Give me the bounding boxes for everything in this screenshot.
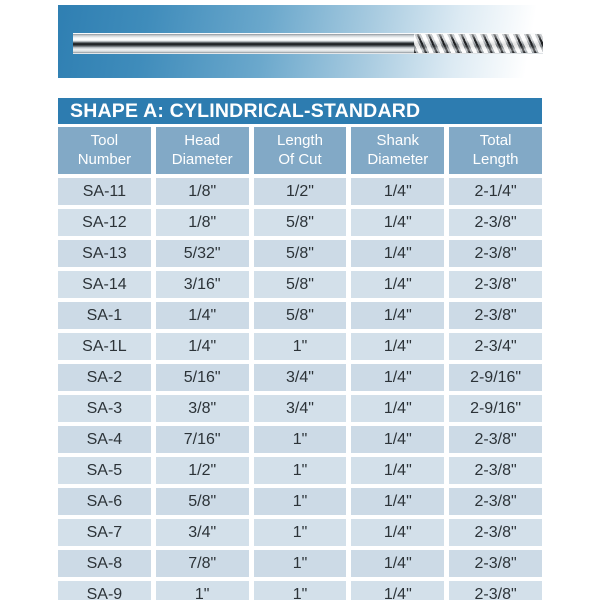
table-row [58,457,542,484]
table-row [58,519,542,546]
cell-total-length: 2-3/8" [449,240,542,267]
cell-shank-diameter: 1/4" [351,426,444,453]
cell-shank-diameter: 1/4" [351,333,444,360]
cell-head-diameter: 7/16" [156,426,249,453]
table-row [58,209,542,236]
cell-head-diameter: 3/8" [156,395,249,422]
cell-length-of-cut: 1/2" [254,178,347,205]
table-title: SHAPE A: CYLINDRICAL-STANDARD [58,98,542,124]
cell-tool-number: SA-9 [58,581,151,600]
table-row [58,364,542,391]
cell-shank-diameter: 1/4" [351,550,444,577]
cell-head-diameter: 1/8" [156,209,249,236]
cell-total-length: 2-3/8" [449,488,542,515]
cell-head-diameter: 1/4" [156,333,249,360]
cell-length-of-cut: 1" [254,426,347,453]
cell-head-diameter: 5/32" [156,240,249,267]
table-header-row [58,127,542,174]
column-header-line2: Diameter [367,151,429,168]
cell-total-length: 2-3/8" [449,457,542,484]
column-header-tool-number [58,127,151,174]
cell-tool-number: SA-12 [58,209,151,236]
cell-length-of-cut: 5/8" [254,302,347,329]
cell-tool-number: SA-7 [58,519,151,546]
cell-length-of-cut: 5/8" [254,209,347,236]
cell-total-length: 2-3/8" [449,302,542,329]
product-image-panel [58,5,550,78]
table-row [58,302,542,329]
cell-shank-diameter: 1/4" [351,488,444,515]
cell-shank-diameter: 1/4" [351,457,444,484]
cell-length-of-cut: 1" [254,550,347,577]
cell-tool-number: SA-3 [58,395,151,422]
cell-shank-diameter: 1/4" [351,581,444,600]
cell-total-length: 2-3/8" [449,271,542,298]
column-header-line1: Tool [90,132,119,149]
cell-length-of-cut: 3/4" [254,364,347,391]
cell-head-diameter: 1/4" [156,302,249,329]
specification-table [58,98,542,600]
cell-total-length: 2-3/4" [449,333,542,360]
cell-length-of-cut: 1" [254,581,347,600]
cell-length-of-cut: 1" [254,457,347,484]
tool-shank [73,33,416,54]
cell-total-length: 2-3/8" [449,581,542,600]
cell-tool-number: SA-8 [58,550,151,577]
table-row [58,581,542,600]
table-row [58,488,542,515]
column-header-line2: Diameter [171,151,233,168]
column-header-line2: Number [77,151,132,168]
cell-head-diameter: 7/8" [156,550,249,577]
cell-head-diameter: 5/16" [156,364,249,391]
cell-length-of-cut: 1" [254,488,347,515]
cell-tool-number: SA-4 [58,426,151,453]
cell-shank-diameter: 1/4" [351,302,444,329]
cell-head-diameter: 3/16" [156,271,249,298]
cell-tool-number: SA-2 [58,364,151,391]
cell-length-of-cut: 5/8" [254,240,347,267]
column-header-line2: Length [472,151,519,168]
column-header-head-diameter [156,127,249,174]
cell-shank-diameter: 1/4" [351,395,444,422]
table-body [58,178,542,600]
cell-head-diameter: 1/2" [156,457,249,484]
cell-tool-number: SA-11 [58,178,151,205]
table-row [58,178,542,205]
cell-length-of-cut: 3/4" [254,395,347,422]
cell-tool-number: SA-6 [58,488,151,515]
cell-shank-diameter: 1/4" [351,271,444,298]
cell-head-diameter: 3/4" [156,519,249,546]
tool-cutting-head [414,33,543,54]
cell-total-length: 2-3/8" [449,209,542,236]
column-header-line1: Length [277,132,323,149]
cell-total-length: 2-9/16" [449,364,542,391]
cell-head-diameter: 1/8" [156,178,249,205]
column-header-line1: Total [479,132,512,149]
column-header-line1: Head [184,132,221,149]
column-header-line1: Shank [376,132,420,149]
cell-head-diameter: 1" [156,581,249,600]
cell-shank-diameter: 1/4" [351,209,444,236]
cell-shank-diameter: 1/4" [351,519,444,546]
carbide-burr-tool-icon [73,33,543,54]
cell-total-length: 2-9/16" [449,395,542,422]
table-row [58,271,542,298]
cell-head-diameter: 5/8" [156,488,249,515]
column-header-length-of-cut [254,127,347,174]
cell-total-length: 2-1/4" [449,178,542,205]
cell-length-of-cut: 1" [254,333,347,360]
cell-shank-diameter: 1/4" [351,178,444,205]
cell-shank-diameter: 1/4" [351,240,444,267]
table-row [58,333,542,360]
table-row [58,395,542,422]
cell-tool-number: SA-13 [58,240,151,267]
column-header-total-length [449,127,542,174]
cell-total-length: 2-3/8" [449,550,542,577]
table-row [58,426,542,453]
table-row [58,550,542,577]
cell-tool-number: SA-14 [58,271,151,298]
cell-length-of-cut: 5/8" [254,271,347,298]
column-header-shank-diameter [351,127,444,174]
cell-total-length: 2-3/8" [449,426,542,453]
cell-tool-number: SA-1L [58,333,151,360]
column-header-line2: Of Cut [278,151,322,168]
cell-shank-diameter: 1/4" [351,364,444,391]
table-row [58,240,542,267]
cell-tool-number: SA-1 [58,302,151,329]
cell-tool-number: SA-5 [58,457,151,484]
cell-total-length: 2-3/8" [449,519,542,546]
cell-length-of-cut: 1" [254,519,347,546]
